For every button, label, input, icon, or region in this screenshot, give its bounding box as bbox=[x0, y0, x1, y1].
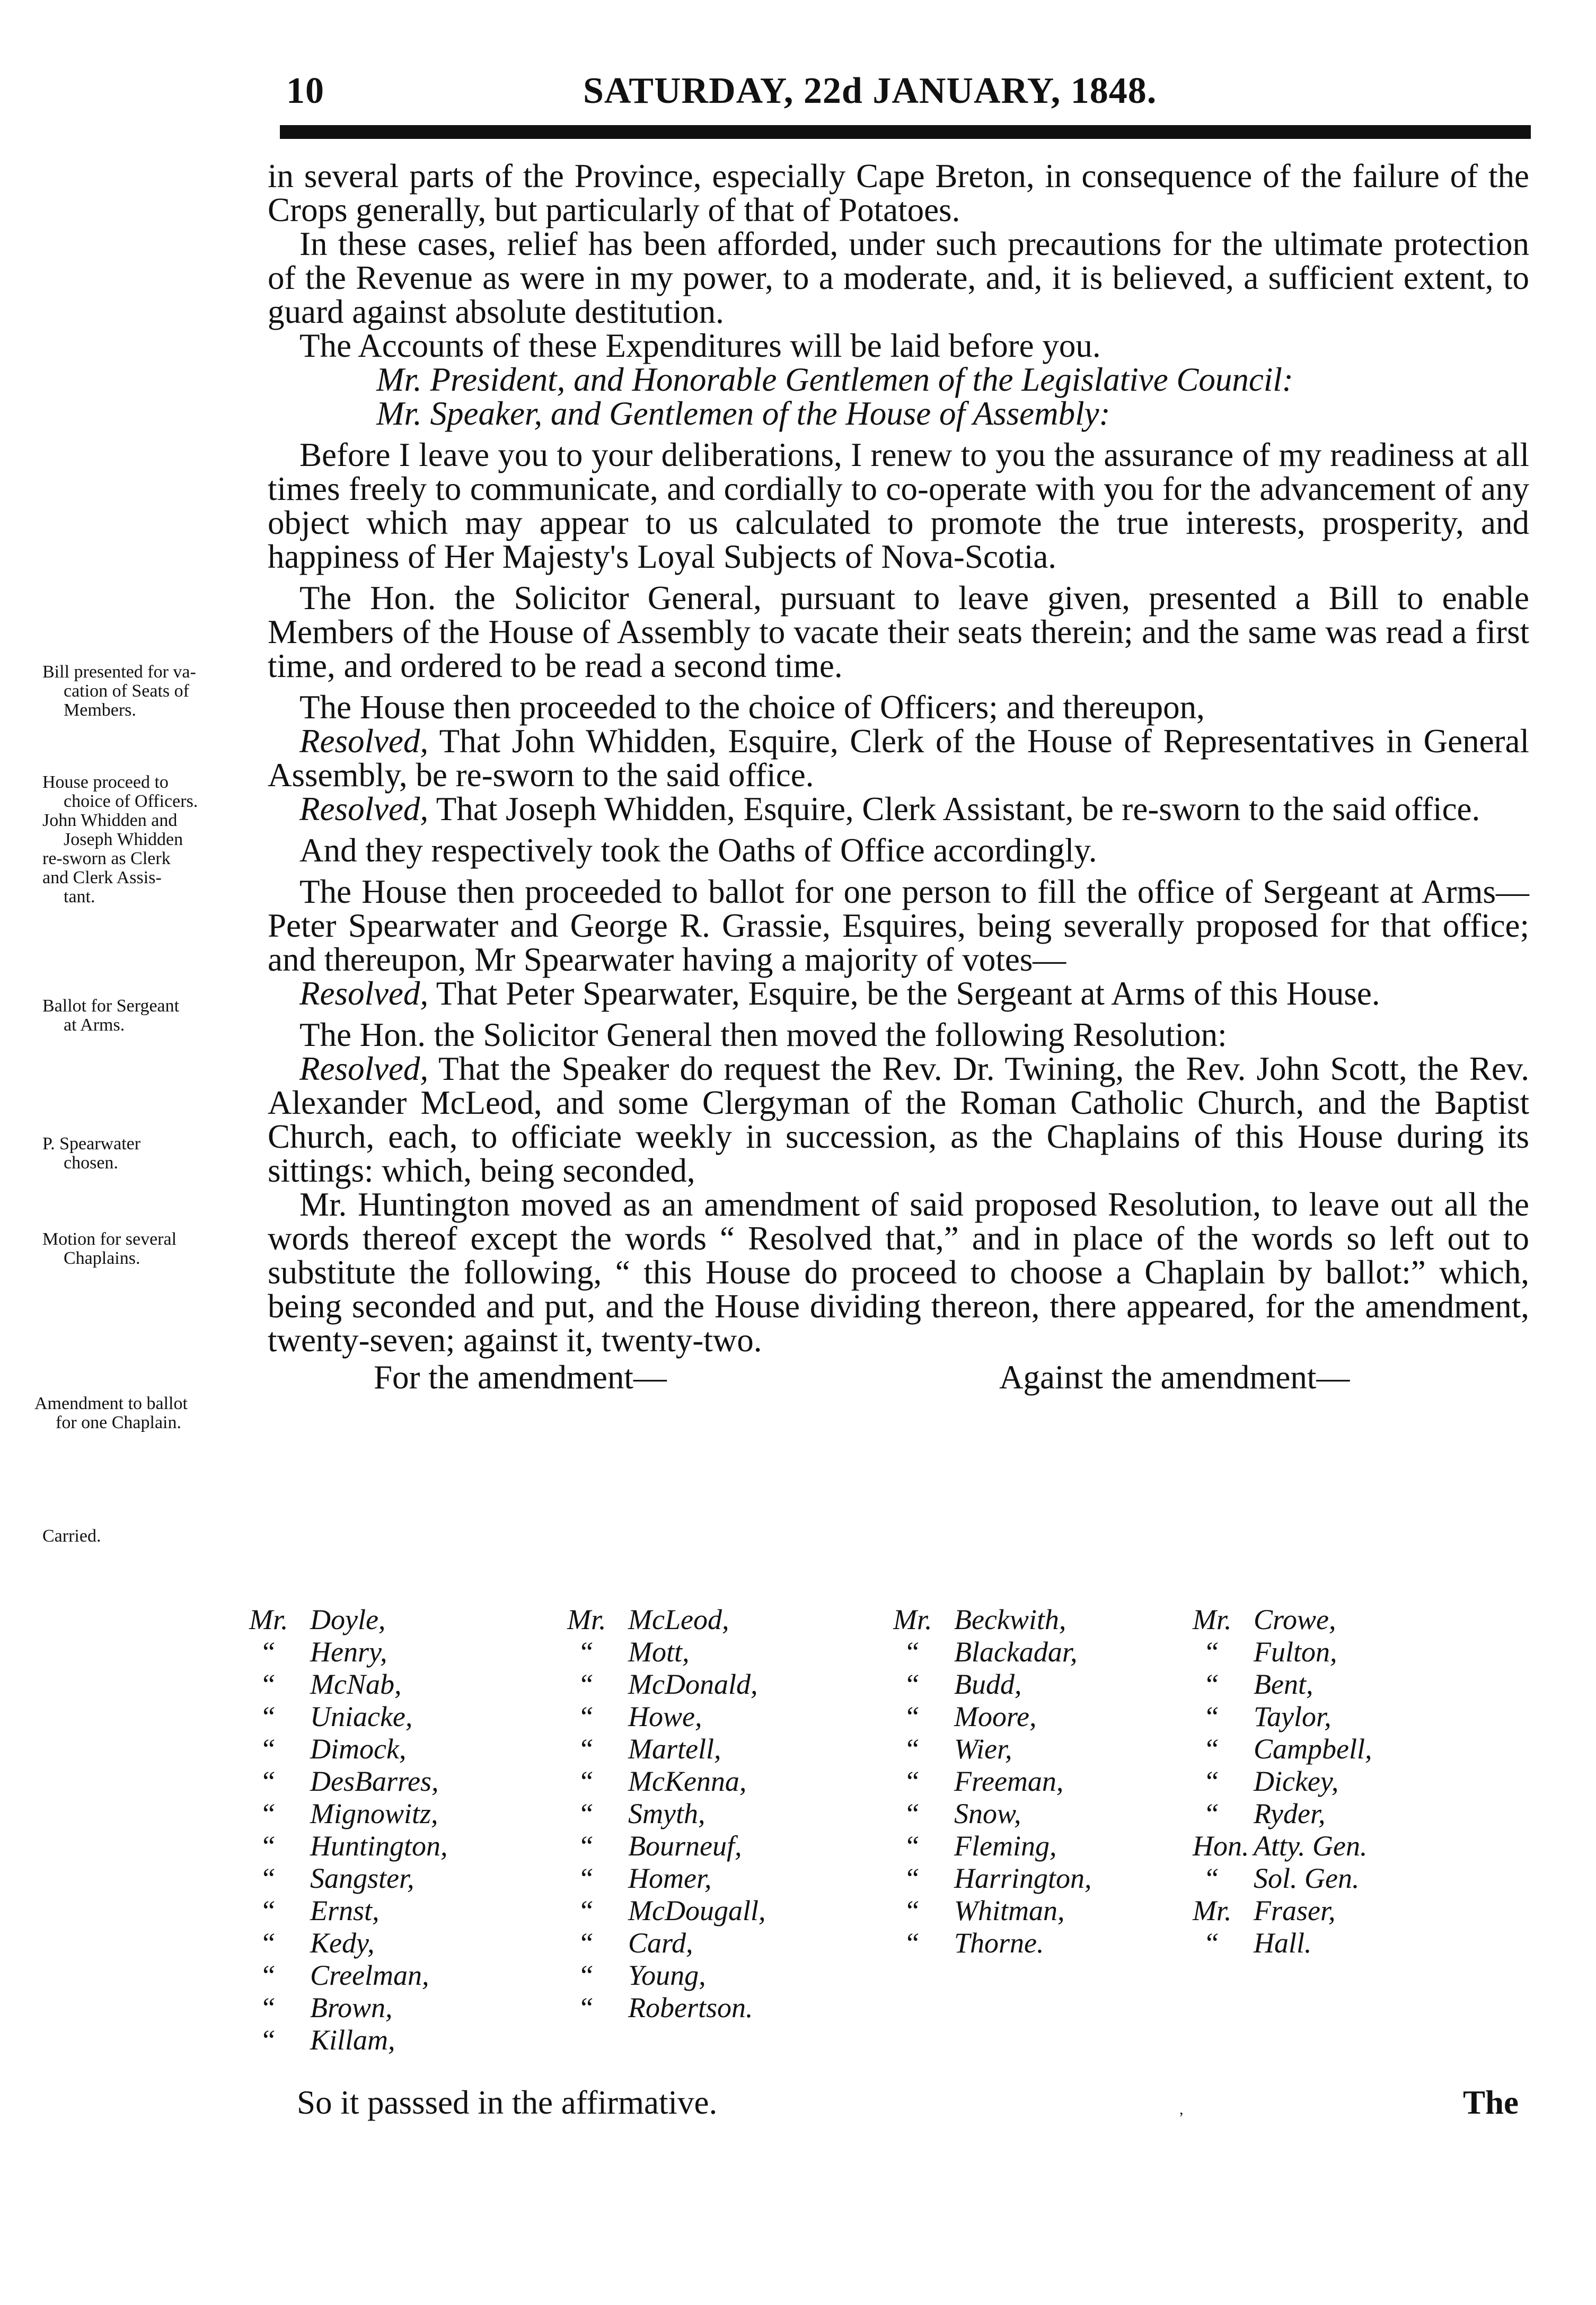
member-prefix: “ bbox=[260, 1668, 276, 1700]
page-number: 10 bbox=[286, 71, 324, 111]
page-header bbox=[286, 70, 1527, 118]
closing-line: So it passsed in the affirmative. bbox=[297, 2084, 718, 2121]
member-name: Dickey, bbox=[1254, 1765, 1339, 1797]
member-name: Robertson. bbox=[628, 1992, 753, 2024]
member-entry bbox=[567, 1992, 765, 2024]
member-name: McNab, bbox=[310, 1668, 402, 1700]
main-text bbox=[268, 159, 1529, 1396]
margin-note-carried: Carried. bbox=[42, 1526, 101, 1546]
salutation: Mr. Speaker, and Gentlemen of the House of Assembly: bbox=[376, 395, 1110, 432]
member-name: Snow, bbox=[954, 1798, 1021, 1829]
member-entry bbox=[1193, 1862, 1372, 1895]
member-entry bbox=[1193, 1765, 1372, 1798]
paragraph: Resolved, That Peter Spearwater, Esquire, be the Sergeant at Arms of this House. bbox=[299, 975, 1380, 1012]
member-entry bbox=[249, 1862, 448, 1895]
paragraph: And they respectively took the Oaths of Office accordingly. bbox=[299, 832, 1097, 869]
member-prefix: “ bbox=[904, 1895, 920, 1926]
catchword: The bbox=[1463, 2084, 1519, 2121]
member-entry bbox=[249, 1733, 448, 1765]
member-prefix: “ bbox=[904, 1668, 920, 1700]
member-name: Thorne. bbox=[954, 1927, 1044, 1959]
member-name: Henry, bbox=[310, 1636, 387, 1668]
vote-headings bbox=[268, 1360, 1529, 1396]
header-rule bbox=[280, 125, 1531, 138]
member-name: Mignowitz, bbox=[310, 1798, 438, 1829]
member-prefix: “ bbox=[578, 1765, 594, 1797]
member-name: Fulton, bbox=[1254, 1636, 1337, 1668]
member-prefix: “ bbox=[1203, 1668, 1220, 1700]
paragraph: Mr. Huntington moved as an amendment of said proposed Resolution, to leave out all the words thereof except the words “ Resolved that,” and in place of the words so left out to substitute the following, “ this House do proceed to choose a Chaplain by ballot:” which, being seconded and put, and the House dividing thereon, there appeared, for the amendment, twenty-seven; against it, twenty-two. bbox=[268, 1186, 1529, 1359]
member-entry bbox=[1193, 1701, 1372, 1733]
member-entry bbox=[249, 1701, 448, 1733]
member-prefix: “ bbox=[1203, 1701, 1220, 1732]
member-entry bbox=[1193, 1830, 1372, 1862]
member-name: Harrington, bbox=[954, 1862, 1092, 1894]
member-entry bbox=[249, 1604, 448, 1636]
member-entry bbox=[567, 1668, 765, 1701]
member-prefix: “ bbox=[578, 1830, 594, 1862]
member-prefix: Mr. bbox=[249, 1604, 288, 1635]
paragraph: The House then proceeded to ballot for one person to fill the office of Sergeant at Arms—Peter Spearwater and George R. Grassie, Esquires, being severally proposed for that office; and thereupon, Mr Spearwater having a majority of votes— bbox=[268, 873, 1529, 978]
member-entry bbox=[1193, 1604, 1372, 1636]
member-prefix: “ bbox=[578, 1992, 594, 2024]
member-entry bbox=[567, 1895, 765, 1927]
member-entry bbox=[567, 1959, 765, 1992]
margin-note-sergeant: Ballot for Sergeant at Arms. bbox=[42, 996, 180, 1035]
member-name: Taylor, bbox=[1254, 1701, 1332, 1732]
member-name: Sol. Gen. bbox=[1254, 1862, 1360, 1894]
member-entry bbox=[893, 1636, 1092, 1668]
stray-mark: , bbox=[1179, 2100, 1184, 2118]
member-name: Huntington, bbox=[310, 1830, 448, 1862]
member-name: Uniacke, bbox=[310, 1701, 413, 1732]
member-prefix: “ bbox=[578, 1895, 594, 1926]
member-name: Budd, bbox=[954, 1668, 1022, 1700]
paragraph: In these cases, relief has been afforded, under such precautions for the ultimate protection of the Revenue as were in my power, to a moderate, and, it is believed, a sufficient extent, to guard against absolute destitution. bbox=[268, 225, 1529, 330]
member-prefix: “ bbox=[260, 1895, 276, 1926]
member-entry bbox=[249, 1927, 448, 1959]
member-entry bbox=[893, 1604, 1092, 1636]
member-name: Bent, bbox=[1254, 1668, 1313, 1700]
member-name: McLeod, bbox=[628, 1604, 729, 1635]
member-entry bbox=[893, 1765, 1092, 1798]
member-entry bbox=[567, 1798, 765, 1830]
member-entry bbox=[249, 1992, 448, 2024]
member-prefix: “ bbox=[260, 1862, 276, 1894]
member-entry bbox=[893, 1733, 1092, 1765]
member-entry bbox=[567, 1733, 765, 1765]
member-name: Doyle, bbox=[310, 1604, 386, 1635]
member-name: Howe, bbox=[628, 1701, 702, 1732]
member-name: Hall. bbox=[1254, 1927, 1312, 1959]
member-prefix: “ bbox=[904, 1862, 920, 1894]
member-prefix: “ bbox=[260, 1927, 276, 1959]
member-name: Homer, bbox=[628, 1862, 712, 1894]
member-prefix: “ bbox=[260, 1636, 276, 1668]
member-entry bbox=[893, 1895, 1092, 1927]
member-name: Bourneuf, bbox=[628, 1830, 742, 1862]
member-entry bbox=[893, 1701, 1092, 1733]
member-entry bbox=[893, 1830, 1092, 1862]
member-prefix: “ bbox=[260, 1701, 276, 1732]
paragraph: Before I leave you to your deliberations, I renew to you the assurance of my readiness at all times freely to communicate, and cordially to co-operate with you for the advancement of any object which may appear to us calculated to promote the true interests, prosperity, and happiness of Her Majesty's Loyal Subjects of Nova-Scotia. bbox=[268, 436, 1529, 575]
member-entry bbox=[567, 1862, 765, 1895]
member-entry bbox=[567, 1830, 765, 1862]
member-prefix: “ bbox=[904, 1830, 920, 1862]
member-name: Atty. Gen. bbox=[1254, 1830, 1368, 1862]
paragraph: The Accounts of these Expenditures will be laid before you. bbox=[299, 327, 1101, 364]
member-name: Whitman, bbox=[954, 1895, 1065, 1926]
member-prefix: “ bbox=[260, 1733, 276, 1765]
salutation: Mr. President, and Honorable Gentlemen of the Legislative Council: bbox=[376, 361, 1293, 398]
member-name: Young, bbox=[628, 1959, 706, 1991]
member-prefix: “ bbox=[904, 1636, 920, 1668]
member-prefix: “ bbox=[578, 1862, 594, 1894]
member-name: McDonald, bbox=[628, 1668, 758, 1700]
member-prefix: “ bbox=[904, 1733, 920, 1765]
member-entry bbox=[249, 1895, 448, 1927]
member-prefix: “ bbox=[904, 1701, 920, 1732]
member-entry bbox=[893, 1668, 1092, 1701]
member-name: DesBarres, bbox=[310, 1765, 439, 1797]
member-name: Freeman, bbox=[954, 1765, 1064, 1797]
member-name: McKenna, bbox=[628, 1765, 747, 1797]
member-entry bbox=[567, 1636, 765, 1668]
paragraph: The Hon. the Solicitor General then moved the following Resolution: bbox=[299, 1016, 1227, 1053]
member-prefix: “ bbox=[1203, 1765, 1220, 1797]
member-prefix: “ bbox=[1203, 1636, 1220, 1668]
for-column-2 bbox=[567, 1604, 765, 2024]
member-entry bbox=[567, 1604, 765, 1636]
member-entry bbox=[1193, 1927, 1372, 1959]
member-entry bbox=[249, 1798, 448, 1830]
member-entry bbox=[1193, 1895, 1372, 1927]
page-title: SATURDAY, 22d JANUARY, 1848. bbox=[583, 71, 1157, 111]
member-entry bbox=[1193, 1733, 1372, 1765]
member-name: Fleming, bbox=[954, 1830, 1057, 1862]
member-prefix: “ bbox=[578, 1701, 594, 1732]
member-prefix: Mr. bbox=[1193, 1895, 1232, 1926]
member-name: Wier, bbox=[954, 1733, 1012, 1765]
member-prefix: Mr. bbox=[567, 1604, 606, 1635]
paragraph: The House then proceeded to the choice of Officers; and thereupon, bbox=[299, 689, 1205, 726]
against-column-2 bbox=[1193, 1604, 1372, 1959]
member-entry bbox=[1193, 1798, 1372, 1830]
member-prefix: “ bbox=[578, 1959, 594, 1991]
paragraph: Resolved, That John Whidden, Esquire, Clerk of the House of Representatives in General Assembly, be re-sworn to the said office. bbox=[268, 723, 1529, 794]
member-name: Campbell, bbox=[1254, 1733, 1372, 1765]
member-name: Brown, bbox=[310, 1992, 393, 2024]
margin-note-chaplains: Motion for several Chaplains. bbox=[42, 1229, 177, 1268]
member-entry bbox=[567, 1927, 765, 1959]
member-entry bbox=[893, 1927, 1092, 1959]
member-entry bbox=[249, 2024, 448, 2056]
margin-note-amendment: Amendment to ballot for one Chaplain. bbox=[34, 1394, 188, 1432]
member-name: Crowe, bbox=[1254, 1604, 1336, 1635]
for-column-1 bbox=[249, 1604, 448, 2056]
for-heading: For the amendment— bbox=[374, 1359, 667, 1396]
member-entry bbox=[567, 1765, 765, 1798]
member-prefix: Mr. bbox=[1193, 1604, 1232, 1635]
member-prefix: “ bbox=[578, 1733, 594, 1765]
member-name: Dimock, bbox=[310, 1733, 407, 1765]
member-entry bbox=[893, 1862, 1092, 1895]
member-name: McDougall, bbox=[628, 1895, 766, 1926]
against-column-1 bbox=[893, 1604, 1092, 1959]
against-heading: Against the amendment— bbox=[999, 1359, 1350, 1396]
member-name: Mott, bbox=[628, 1636, 690, 1668]
member-name: Fraser, bbox=[1254, 1895, 1336, 1926]
member-entry bbox=[893, 1798, 1092, 1830]
member-name: Ryder, bbox=[1254, 1798, 1326, 1829]
member-name: Smyth, bbox=[628, 1798, 706, 1829]
member-entry bbox=[249, 1765, 448, 1798]
member-prefix: “ bbox=[578, 1927, 594, 1959]
member-entry bbox=[249, 1668, 448, 1701]
member-name: Ernst, bbox=[310, 1895, 380, 1926]
margin-note-spearwater: P. Spearwater chosen. bbox=[42, 1134, 141, 1173]
member-prefix: “ bbox=[260, 1959, 276, 1991]
member-entry bbox=[567, 1701, 765, 1733]
member-prefix: “ bbox=[904, 1798, 920, 1829]
member-entry bbox=[1193, 1668, 1372, 1701]
member-prefix: “ bbox=[1203, 1862, 1220, 1894]
member-prefix: “ bbox=[260, 1992, 276, 2024]
member-name: Sangster, bbox=[310, 1862, 415, 1894]
member-name: Card, bbox=[628, 1927, 693, 1959]
member-entry bbox=[249, 1959, 448, 1992]
member-name: Killam, bbox=[310, 2024, 395, 2056]
member-name: Beckwith, bbox=[954, 1604, 1066, 1635]
member-prefix: “ bbox=[1203, 1798, 1220, 1829]
member-entry bbox=[249, 1830, 448, 1862]
division-list bbox=[249, 1604, 1468, 2081]
member-prefix: “ bbox=[1203, 1927, 1220, 1959]
member-prefix: “ bbox=[260, 1798, 276, 1829]
member-prefix: “ bbox=[260, 1765, 276, 1797]
paragraph: Resolved, That Joseph Whidden, Esquire, Clerk Assistant, be re-sworn to the said office. bbox=[299, 790, 1480, 828]
member-name: Kedy, bbox=[310, 1927, 375, 1959]
paragraph: Resolved, That the Speaker do request the Rev. Dr. Twining, the Rev. John Scott, the Rev. Alexander McLeod, and some Clergyman of the Roman Catholic Church, and the Baptist Church, each, to officiate weekly in succession, as the Chaplains of this House during its sittings: which, being seconded, bbox=[268, 1050, 1529, 1189]
member-prefix: Hon. bbox=[1193, 1830, 1249, 1862]
margin-note-officers: House proceed to choice of Officers. John Whidden and Joseph Whidden re-sworn as Clerk and Clerk Assis- tant. bbox=[42, 772, 198, 907]
member-prefix: “ bbox=[260, 1830, 276, 1862]
member-name: Blackadar, bbox=[954, 1636, 1078, 1668]
member-entry bbox=[1193, 1636, 1372, 1668]
paragraph: The Hon. the Solicitor General, pursuant to leave given, presented a Bill to enable Members of the House of Assembly to vacate their seats therein; and the same was read a first time, and ordered to be read a second time. bbox=[268, 579, 1529, 684]
member-prefix: “ bbox=[1203, 1733, 1220, 1765]
member-prefix: “ bbox=[578, 1636, 594, 1668]
member-entry bbox=[249, 1636, 448, 1668]
member-name: Martell, bbox=[628, 1733, 721, 1765]
member-prefix: “ bbox=[578, 1668, 594, 1700]
member-prefix: “ bbox=[578, 1798, 594, 1829]
member-prefix: “ bbox=[260, 2024, 276, 2056]
member-prefix: “ bbox=[904, 1927, 920, 1959]
paragraph: in several parts of the Province, especially Cape Breton, in consequence of the failure of the Crops generally, but particularly of that of Potatoes. bbox=[268, 157, 1529, 228]
member-prefix: Mr. bbox=[893, 1604, 932, 1635]
member-prefix: “ bbox=[904, 1765, 920, 1797]
member-name: Creelman, bbox=[310, 1959, 429, 1991]
member-name: Moore, bbox=[954, 1701, 1037, 1732]
margin-note-bill: Bill presented for va- cation of Seats of Members. bbox=[42, 662, 196, 720]
